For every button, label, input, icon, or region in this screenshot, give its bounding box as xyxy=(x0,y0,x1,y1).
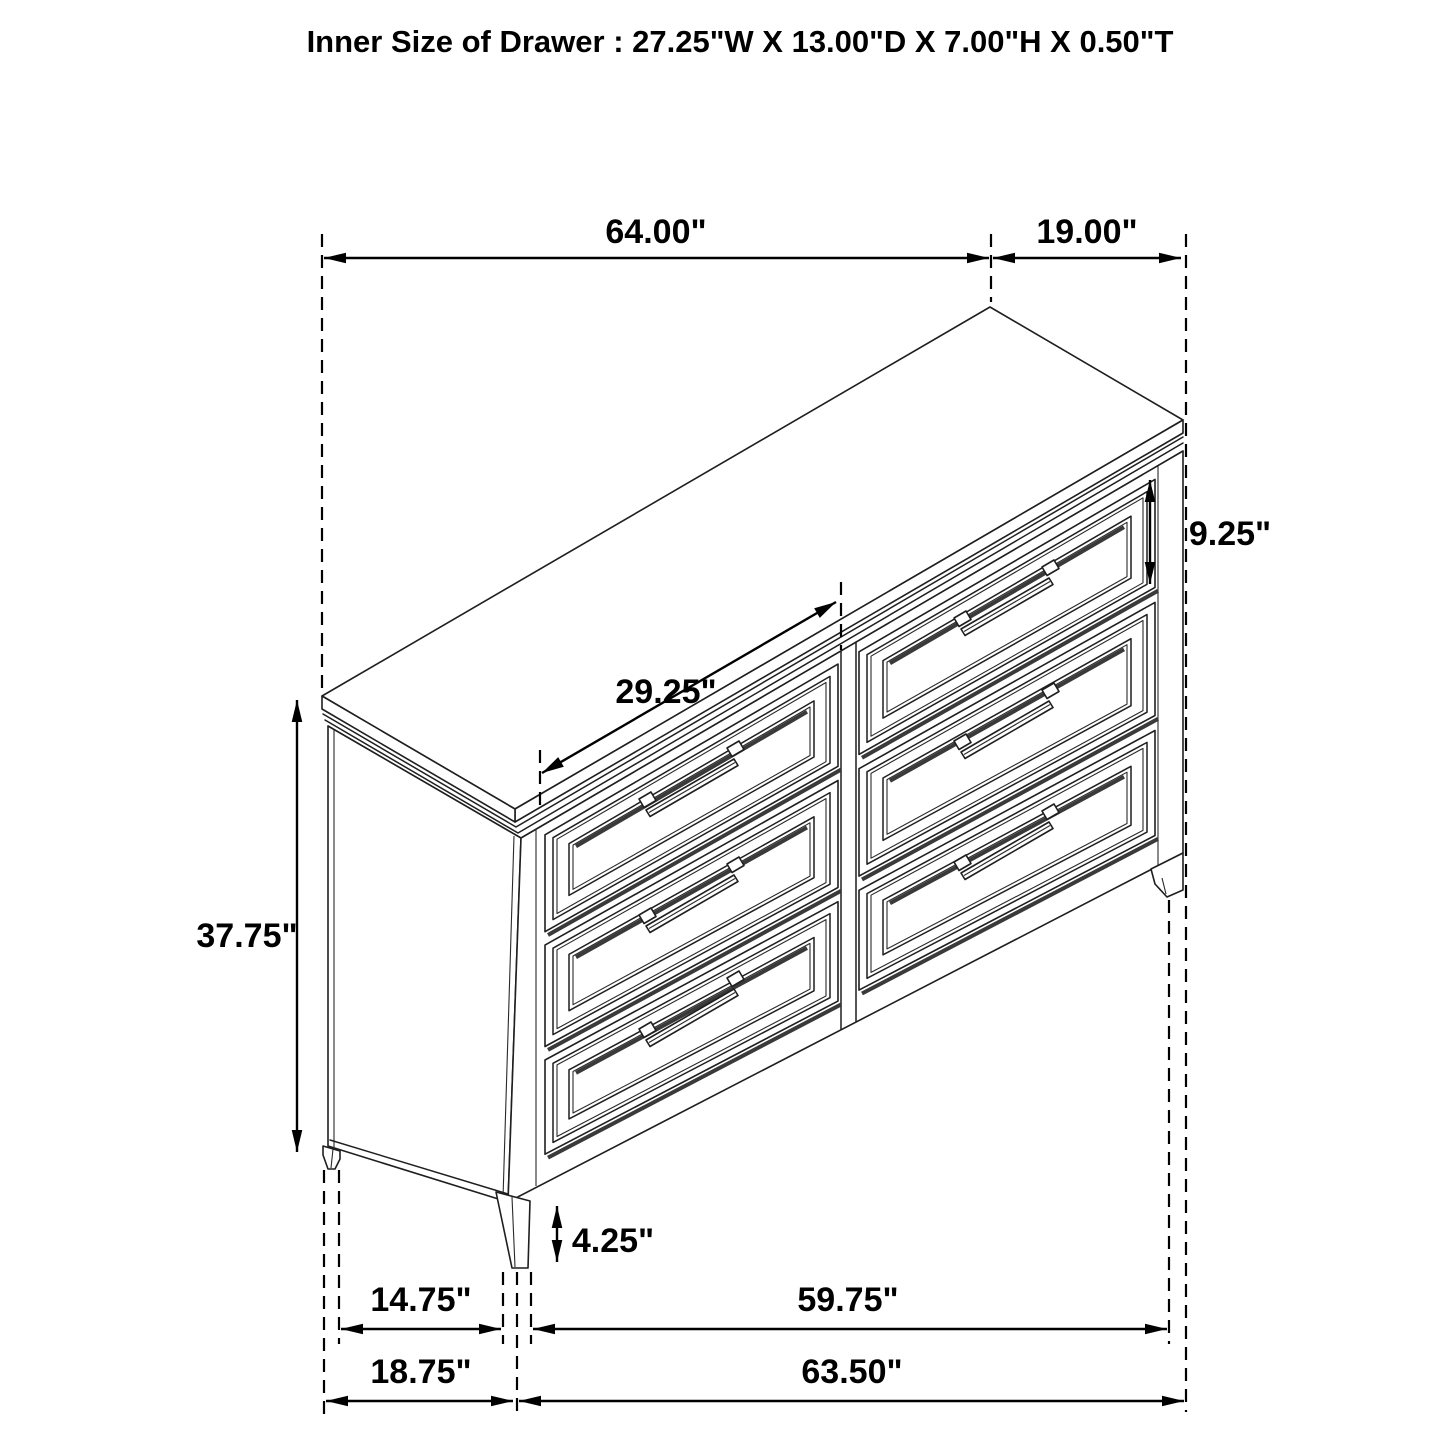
dim-label-floor-depth: 18.75" xyxy=(370,1353,472,1391)
dimension-top-width xyxy=(324,213,989,263)
dim-label-top-depth: 19.00" xyxy=(1036,213,1138,251)
dim-label-front-leg-spacing: 59.75" xyxy=(797,1281,899,1319)
dresser-drawing xyxy=(322,307,1183,1268)
dimension-floor-depth xyxy=(326,1353,513,1406)
dim-label-side-leg-spacing: 14.75" xyxy=(370,1281,472,1319)
dimension-side-leg-spacing xyxy=(341,1281,501,1334)
dim-label-overall-height: 37.75" xyxy=(196,917,298,955)
dim-label-floor-width: 63.50" xyxy=(801,1353,903,1391)
dimension-overall-height xyxy=(196,700,302,1152)
dimension-top-depth xyxy=(993,213,1181,263)
dimension-leg-height xyxy=(552,1206,654,1262)
page-title: Inner Size of Drawer : 27.25"W X 13.00"D X 7.00"H X 0.50"T xyxy=(306,24,1174,59)
dim-label-top-width: 64.00" xyxy=(605,213,707,251)
dim-label-leg-height: 4.25" xyxy=(571,1222,655,1260)
dimension-front-leg-spacing xyxy=(533,1281,1167,1334)
dim-label-top-drawer-height: 9.25" xyxy=(1188,515,1272,553)
dim-label-drawer-front-width: 29.25" xyxy=(615,673,717,711)
dimension-floor-width xyxy=(519,1353,1184,1406)
